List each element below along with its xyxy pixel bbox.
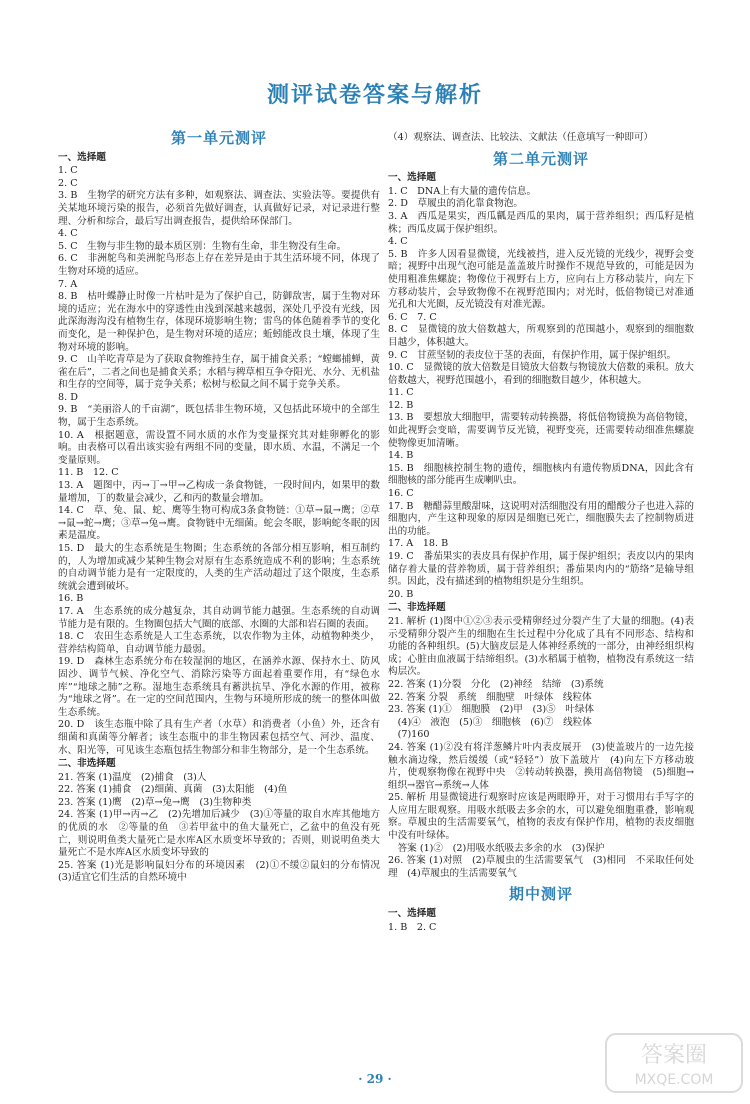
unit1-section-choice: 一、选择题	[58, 151, 106, 163]
answer-line: 17. A 生态系统的成分越复杂，其自动调节能力越强。生态系统的自动调节能力是有限的。生物圈包括大气圈的底部、水圈的大部和岩石圈的表面。	[58, 605, 380, 630]
left-column	[58, 124, 390, 885]
page-number: · 29 ·	[358, 1072, 392, 1086]
answer-line: 答案 (1)② (2)用吸水纸吸去多余的水 (3)保护	[388, 842, 605, 854]
unit2-section-choice: 一、选择题	[388, 172, 436, 184]
answer-line: 7. A	[58, 278, 78, 290]
answer-line: 16. C	[388, 488, 414, 500]
unit1-section-nonchoice: 二、非选择题	[58, 758, 116, 770]
unit2-section-nonchoice: 二、非选择题	[388, 602, 446, 614]
answer-line: 18. C 农田生态系统是人工生态系统，以农作物为主体，动植物种类少，营养结构简单，自动调节能力最弱。	[58, 631, 380, 655]
answer-line: （4）观察法、调查法、比较法、文献法（任意填写一种即可）	[388, 132, 654, 143]
svg-text:MXQE.COM: MXQE.COM	[634, 1072, 714, 1088]
answer-line: 25. 解析 用显微镜进行观察时应该是两眼睁开，对于习惯用右手写字的人应用左眼观察。用吸水纸吸去多余的水，可以避免细胞重叠，影响观察。草履虫的生活需要氧气，植物的表皮有保护作用，植物的表皮细胞中没有叶绿体。	[388, 792, 694, 842]
answer-line: 2. D 草履虫的消化靠食物泡。	[388, 198, 524, 210]
midterm-section-choice: 一、选择题	[388, 908, 436, 920]
answer-line: 15. D 最大的生态系统是生物圈；生态系统的各部分相互影响，相互制约的，人为增加或减少某种生物会对原有生态系统造成不利的影响；生态系统的自动调节能力是有一定限度的，人类的生产活动超过了这个限度，生态系统就会遭到破坏。	[58, 543, 380, 592]
answer-line: 3. A 西瓜是果实，西瓜瓤是西瓜的果肉，属于营养组织；西瓜籽是植株；西瓜皮属于保护组织。	[388, 210, 694, 235]
answer-line: 2. C	[58, 177, 78, 189]
answer-line: (4)④ 液泡 (5)③ 细胞核 (6)⑦ 线粒体	[388, 716, 592, 728]
answer-line: 13. B 要想放大细胞甲，需要转动转换器，将低倍物镜换为高倍物镜，如此视野会变暗，需要调节反光镜，视野变亮，还需要转动细准焦螺旋使物像更加清晰。	[388, 412, 694, 449]
watermark-logo	[604, 1030, 744, 1096]
answer-line: 19. C 番茄果实的表皮具有保护作用，属于保护组织；表皮以内的果肉储存着大量的营养物质，属于营养组织；番茄果肉内的“筋络”是输导组织。因此，没有描述到的植物组织是分生组织。	[388, 551, 694, 588]
answer-line: 24. 答案 (1)②没有将洋葱鳞片叶内表皮展开 (3)使盖玻片的一边先接触水滴边缘，然后缓缓（或“轻轻”）放下盖玻片 (4)向左下方移动玻片，使观察物像在视野中央 ②转动转换器，换用高倍物镜 (5)细胞→组织→器官→系统→人体	[388, 741, 694, 791]
page-title: 测评试卷答案与解析	[266, 82, 483, 108]
answer-line: 8. D	[58, 391, 78, 403]
answer-line: (7)160	[388, 729, 430, 741]
unit1-heading: 第一单元测评	[170, 129, 267, 147]
answer-line: 20. B	[388, 588, 414, 600]
svg-text:答案圈: 答案圈	[640, 1043, 708, 1068]
answer-line: 4. C	[58, 228, 78, 240]
answer-line: 12. B	[388, 399, 414, 411]
answer-line: 14. C 草、兔、鼠、蛇、鹰等生物可构成3条食物链：①草→鼠→鹰；②草→鼠→蛇→鹰；③草→兔→鹰。食物链中无细菌。蛇会冬眠，影响蛇冬眠的因素是温度。	[58, 505, 380, 542]
right-column	[388, 132, 694, 934]
answer-line: 23. 答案 (1)① 细胞膜 (2)甲 (3)⑤ 叶绿体	[388, 704, 595, 716]
answer-line: 23. 答案 (1)鹰 (2)草→兔→鹰 (3)生物种类	[58, 796, 252, 808]
answer-line: 21. 答案 (1)温度 (2)捕食 (3)人	[58, 771, 207, 783]
answer-line: 22. 答案 (1)捕食 (2)细菌、真菌 (3)太阳能 (4)鱼	[58, 784, 288, 796]
answer-line: 8. B 枯叶蝶静止时像一片枯叶是为了保护自己，防御敌害，属于生物对环境的适应；光在海水中的穿透性由浅到深越来越弱，深处几乎没有光线，因此深海海沟没有植物生存，体现环境影响生物；雷鸟的体色随着季节的变化而变化，是一种保护色，是生物对环境的适应；蚯蚓能改良土壤，体现了生物对环境的影响。	[58, 291, 380, 353]
answer-line: 13. A 题图中，丙→丁→甲→乙构成一条食物链，一段时间内，如果甲的数量增加，丁的数量会减少，乙和丙的数量会增加。	[58, 480, 380, 504]
answer-line: 5. C 生物与非生物的最本质区别：生物有生命，非生物没有生命。	[58, 240, 347, 252]
answer-line: 8. C 显微镜的放大倍数越大，所观察到的范围越小，观察到的细胞数目越少，体积越大。	[388, 324, 694, 348]
unit2-answers	[388, 186, 694, 602]
answer-line: 17. A 18. B	[388, 538, 449, 550]
answer-line: 11. B 12. C	[58, 467, 119, 479]
answer-line: 4. C	[388, 236, 408, 248]
answer-line: 25. 答案 (1)光是影响鼠妇分布的环境因素 (2)①不缓②鼠妇的分布情况 (3)适宜它们生活的自然环境中	[58, 859, 390, 884]
unit2-heading: 第二单元测评	[492, 149, 589, 168]
answer-line: 16. B	[58, 593, 84, 605]
answer-line: 1. C DNA上有大量的遗传信息。	[388, 185, 537, 197]
answer-line: 17. B 糖醋蒜里酸甜味，这说明对活细胞没有用的醋酸分子也进入蒜的细胞内，产生这种现象的原因是细胞已死亡，细胞膜失去了控制物质进出的功能。	[388, 500, 694, 537]
answer-line: 15. B 细胞核控制生物的遗传，细胞核内有遗传物质DNA，因此含有细胞核的部分能再生成喇叭虫。	[388, 462, 694, 487]
answer-line: 26. 答案 (1)对照 (2)草履虫的生活需要氧气 (3)相同 不采取任何处理 (4)草履虫的生活需要氧气	[388, 855, 694, 879]
answer-line: 9. C 山羊吃青草是为了获取食物维持生存，属于捕食关系；“螳螂捕蝉，黄雀在后”，二者之间也是捕食关系；水稻与稗草相互争夺阳光、水分、无机盐和生存的空间等，属于竞争关系；松树与松鼠之间不属于竞争关系。	[58, 354, 380, 391]
answer-line: 1. B 2. C	[388, 921, 437, 933]
unit1-answers-2	[58, 771, 390, 885]
answer-line: 9. C 甘蔗坚韧的表皮位于茎的表面，有保护作用，属于保护组织。	[388, 349, 677, 361]
answer-line: 10. A 根据题意，需设置不同水质的水作为变量探究其对蛙卵孵化的影响。由表格可以看出该实验有两组不同的变量，即水质、水温，不满足一个变量原则。	[58, 429, 380, 466]
answer-line: 9. B “美丽浴人的千亩湖”，既包括非生物环境，又包括此环境中的全部生物，属于生态系统。	[58, 404, 380, 429]
answer-line: 3. B 生物学的研究方法有多种，如观察法、调查法、实验法等。要提供有关某地环境污染的报告，必须首先做好调查，认真做好记录，对记录进行整理、分析和综合，最后写出调查报告，提供给环保部门。	[58, 190, 380, 227]
answer-line: 24. 答案 (1)甲→丙→乙 (2)先增加后减少 (3)①等量的取自水库其他地方的优质的水 ②等量的鱼 ③若甲盆中的鱼大量死亡，乙盆中的鱼没有死亡，则说明鱼类大量死亡是水库A区水质变坏导致的；否则，则说明鱼类大量死亡不是水库A区水质变坏导致的	[58, 809, 380, 859]
answer-line: 10. C 显微镜的放大倍数是目镜放大倍数与物镜放大倍数的乘积。放大倍数越大，视野范围越小，看到的细胞数目越少，体积越大。	[388, 362, 694, 386]
answer-line: 22. 答案 分裂 系统 细胞壁 叶绿体 线粒体	[388, 691, 592, 703]
answer-line: 14. B	[388, 450, 414, 462]
answer-line: 6. C 非洲鸵鸟和美洲鸵鸟形态上存在差异是由于其生活环境不同，体现了生物对环境的适应。	[58, 253, 380, 277]
midterm-heading: 期中测评	[508, 885, 573, 904]
answer-line: 1. C	[58, 165, 78, 177]
answer-line: 22. 答案 (1)分裂 分化 (2)神经 结缔 (3)系统	[388, 678, 604, 690]
answer-line: 20. D 该生态瓶中除了具有生产者（水草）和消费者（小鱼）外，还含有细菌和真菌等分解者；该生态瓶中的非生物因素包括空气、河沙、温度、水、阳光等，可见该生态瓶包括生物部分和非生物部分，是一个生态系统。	[58, 719, 380, 756]
answer-line: 5. B 许多人因看显微镜，光线被挡，进入反光镜的光线少，视野会变暗；视野中出现气泡可能是盖盖玻片时操作不规范导致的，可能是因为使用粗准焦螺旋；物像位于视野右上方，应向右上方移动装片，向左下方移动装片，会导致物像不在视野范围内；对光时，低倍物镜已对准通光孔和大光圈，反光镜没有对准光源。	[388, 248, 694, 311]
unit2-answers-2	[388, 616, 694, 880]
unit1-answers	[58, 165, 380, 757]
answer-line: 21. 解析 (1)图中①②③表示受精卵经过分裂产生了大量的细胞。(4)表示受精卵分裂产生的细胞在生长过程中分化成了具有不同形态、结构和功能的各种组织。(5)大脑皮层是人体神经系统的一部分，由神经组织构成；心脏由血液属于结缔组织。(3)水稻属于植物，植物没有系统这一结构层次。	[388, 615, 694, 678]
answer-line: 11. C	[388, 387, 414, 399]
answer-line: 19. D 森林生态系统分布在较湿润的地区，在涵养水源、保持水土、防风固沙、调节气候、净化空气、消除污染等方面起着重要作用，有“绿色水库”“地球之肺”之称。湿地生态系统具有蓄洪抗旱、净化水源的作用，被称为“地球之肾”。在一定的空间范围内，生物与环境所形成的统一的整体叫做生态系统。	[58, 656, 380, 718]
answer-line: 6. C 7. C	[388, 311, 437, 323]
